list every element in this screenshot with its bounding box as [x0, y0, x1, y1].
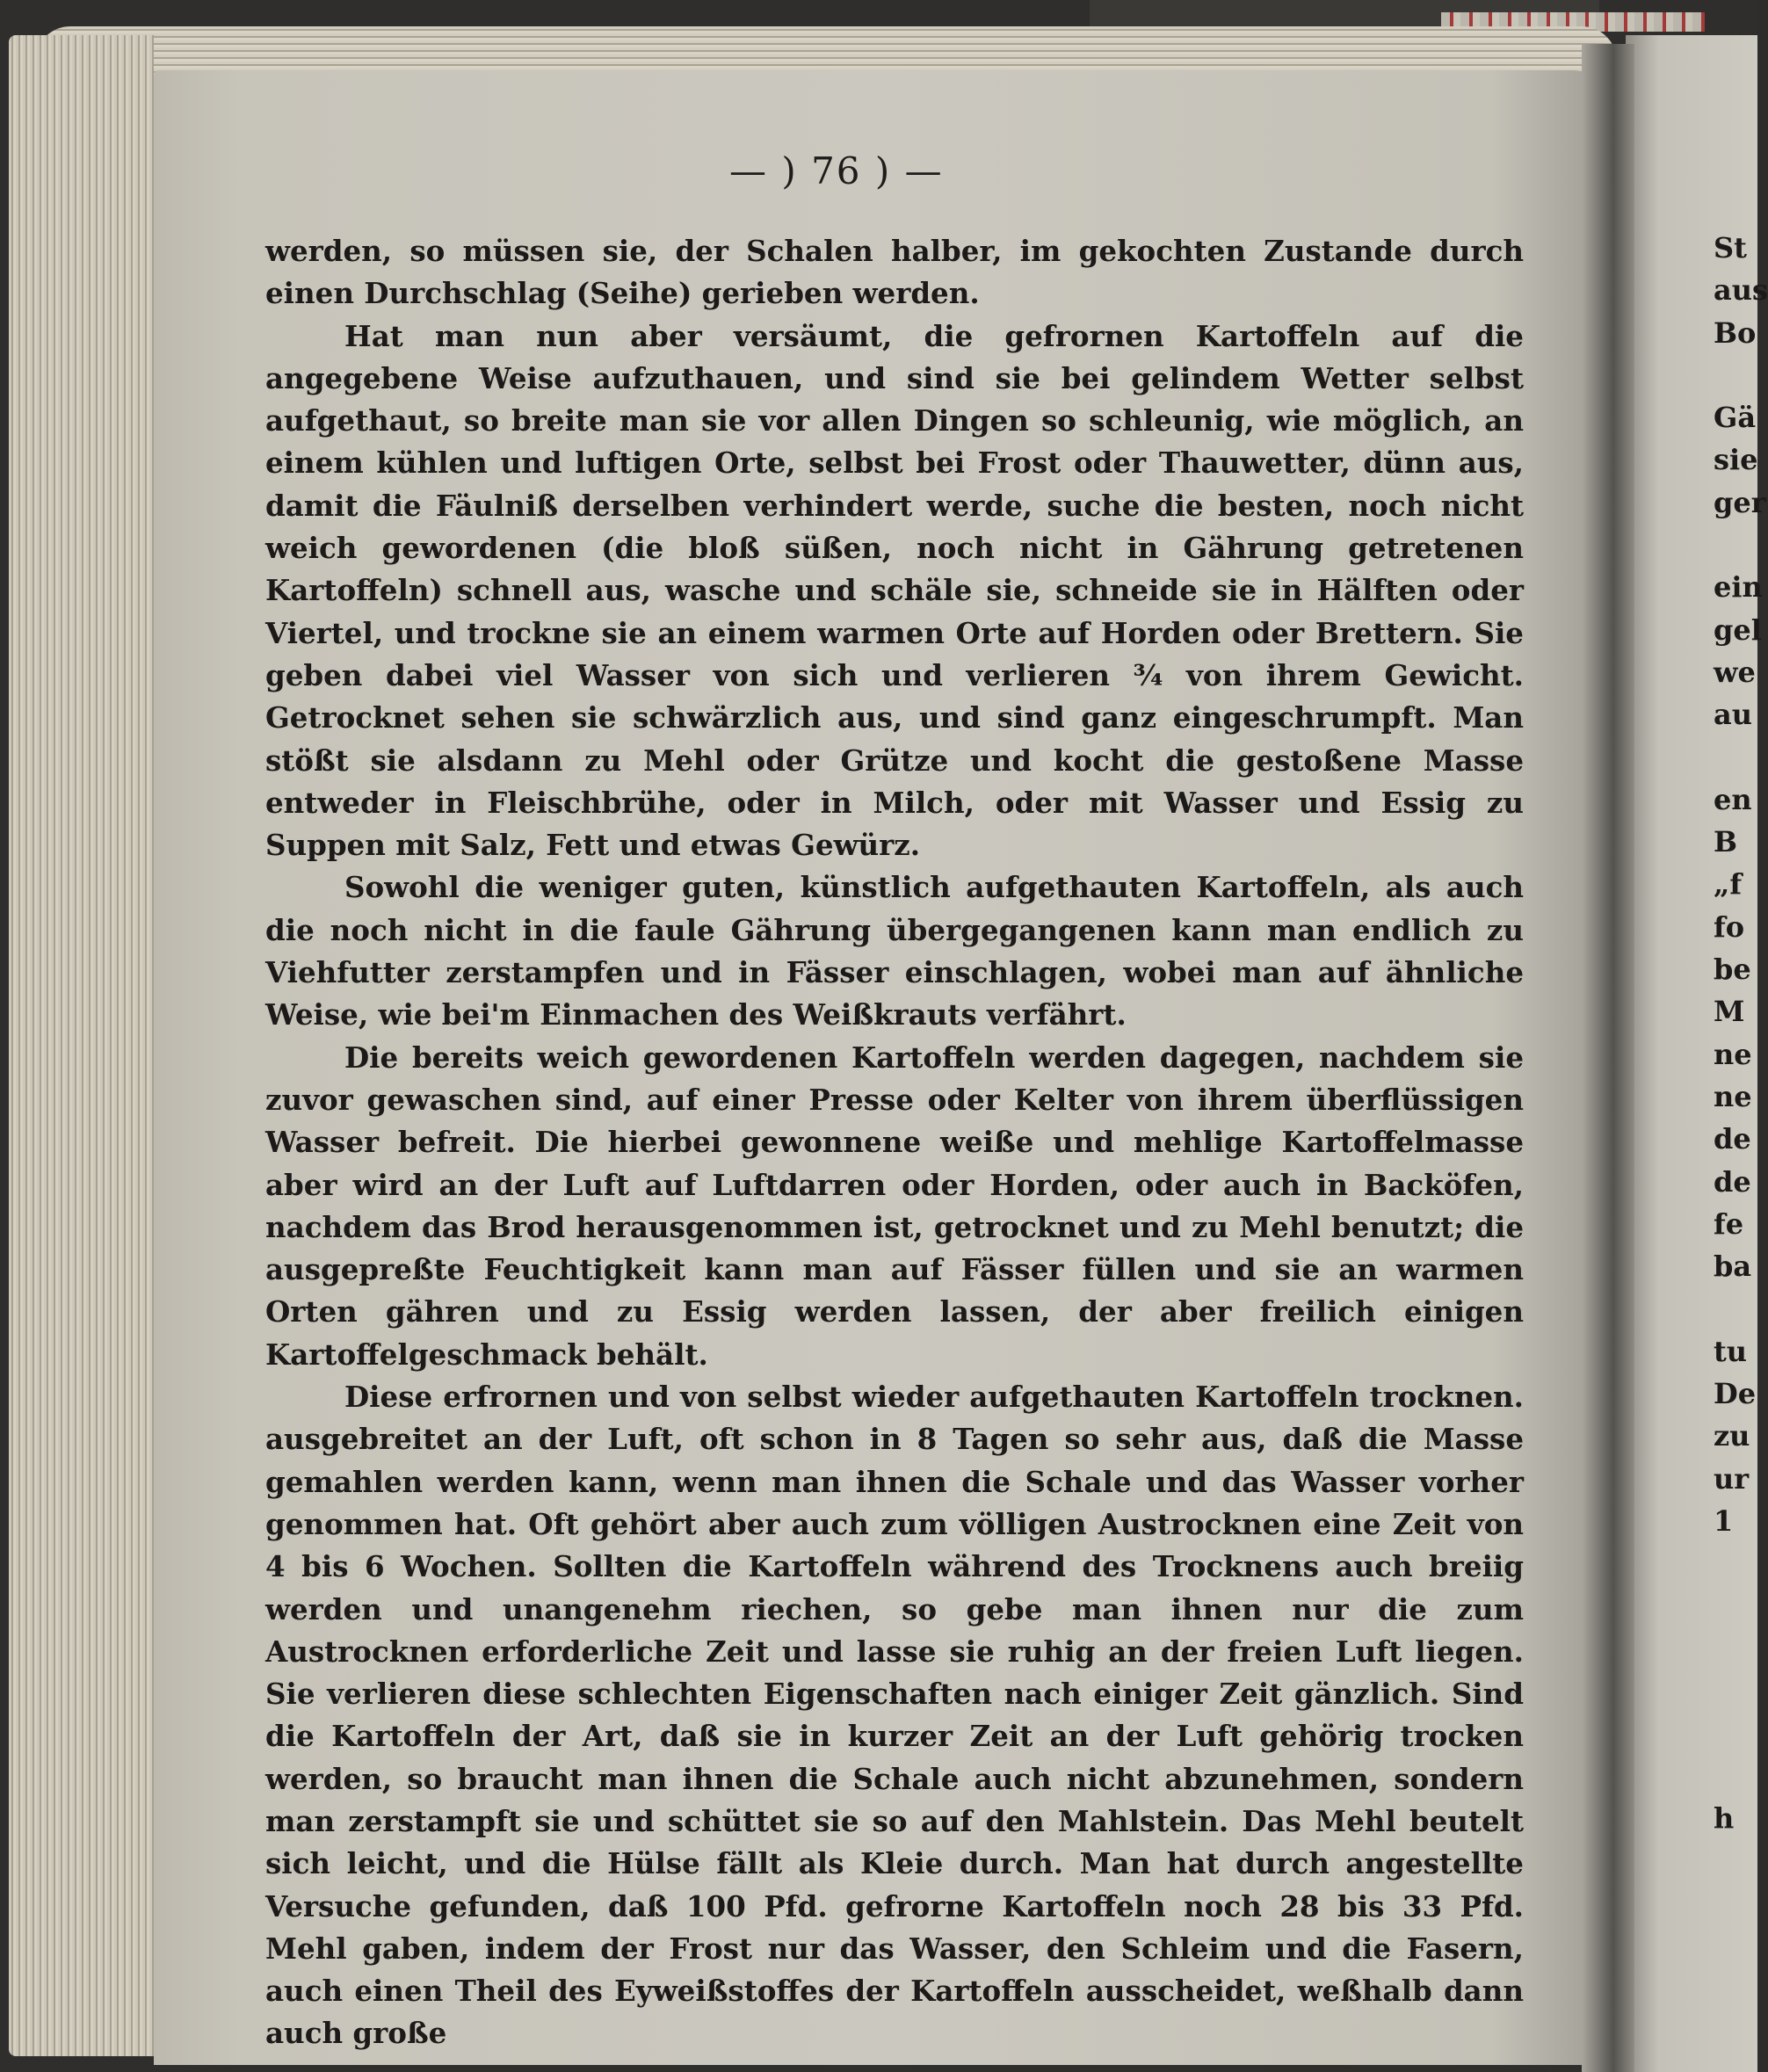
facing-page-fragment [1714, 354, 1757, 396]
facing-page-fragment [1714, 1542, 1757, 1584]
facing-page-fragment: sie [1714, 443, 1758, 477]
facing-page-fragment [1714, 1712, 1757, 1754]
facing-page-fragment: de [1714, 1122, 1751, 1156]
facing-page-fragment: be [1714, 953, 1751, 987]
facing-page-fragment: Gä [1714, 401, 1757, 435]
facing-page-fragment: au [1714, 698, 1752, 732]
facing-page-fragment: St [1714, 231, 1747, 264]
paragraph: werden, so müssen sie, der Schalen halber, im gekochten Zustande durch einen Durchschlag (Seihe) gerieben werden. [265, 234, 1524, 311]
facing-page-fragment: fe [1714, 1206, 1744, 1241]
paragraph: Diese erfrornen und von selbst wieder aufgethauten Kartoffeln trocknen. ausgebreitet an der Luft, oft schon in 8 Tagen so sehr aus, daß die Masse gemahlen werden kann, wenn man ihnen die Schale und das Wasser vorher genommen hat. Oft gehört aber auch zum völligen Austrocknen eine Zeit von 4 bis 6 Wochen. Sollten die Kartoffeln während des Trocknens auch breiig werden und unangenehm riechen, so gebe man ihnen nur die zum Austrocknen erforderliche Zeit und lasse sie ruhig an der freien Luft liegen. Sie verlieren diese schlechten Eigenschaften nach einiger Zeit gänzlich. Sind die Kartoffeln der Art, daß sie in kurzer Zeit an der Luft gehörig trocken werden, so braucht man ihnen die Schale auch nicht abzunehmen, sondern man zerstampft sie und schüttet sie so auf den Mahlstein. Das Mehl beutelt sich leicht, und die Hülse fällt als Kleie durch. Man hat durch angestellte Versuche gefunden, daß 100 Pfd. gefrorne Kartoffeln noch 28 bis 33 Pfd. Mehl gaben, indem der Frost nur das Wasser, den Schleim und die Fasern, auch einen Theil des Eyweißstoffes der Kartoffeln ausscheidet, weßhalb dann auch große [265, 1380, 1524, 2051]
paragraph: Hat man nun aber versäumt, die gefrornen Kartoffeln auf die angegebene Weise aufzuthauen, und sind sie bei gelindem Wetter selbst aufgethaut, so breite man sie vor allen Dingen so schleunig, wie möglich, an einem kühlen und luftigen Orte, selbst bei Frost oder Thauwetter, dünn aus, damit die Fäulniß derselben verhindert werde, suche die besten, noch nicht weich gewordenen (die bloß süßen, noch nicht in Gährung getretenen Kartoffeln) schnell aus, wasche und schäle sie, schneide sie in Hälften oder Viertel, und trockne sie an einem warmen Orte auf Horden oder Brettern. Sie geben dabei viel Wasser von sich und verlieren ¾ von ihrem Gewicht. Getrocknet sehen sie schwärzlich aus, und sind ganz eingeschrumpft. Man stößt sie alsdann zu Mehl oder Grütze und kocht die gestoßene Masse entweder in Fleischbrühe, oder in Milch, oder mit Wasser und Essig zu Suppen mit Salz, Fett und etwas Gewürz. [265, 318, 1524, 863]
facing-page-fragment [1714, 1287, 1757, 1329]
facing-page-fragments [1714, 227, 1768, 1839]
facing-page-fragment [1714, 1585, 1757, 1627]
facing-page-fragment: ne [1714, 1037, 1752, 1071]
facing-page-fragment [1714, 1755, 1757, 1797]
page-header: — ) 76 ) — [729, 149, 944, 192]
facing-page-fragment: en [1714, 782, 1752, 816]
facing-page-fragment: aus [1714, 273, 1768, 308]
facing-page-fragment: „f [1714, 867, 1743, 902]
facing-page-fragment [1714, 524, 1757, 566]
facing-page-fragment: ne [1714, 1079, 1752, 1113]
facing-page-fragment: tu [1714, 1334, 1748, 1368]
facing-page-fragment: ger [1714, 485, 1766, 519]
facing-page-fragment [1714, 736, 1757, 779]
body-text [265, 230, 1524, 2055]
facing-page-fragment: we [1714, 655, 1756, 689]
page-edges-left [9, 35, 154, 2056]
facing-page-fragment: B [1714, 825, 1738, 859]
facing-page-fragment [1714, 1627, 1757, 1670]
facing-page-fragment: ur [1714, 1461, 1750, 1496]
paragraph: Sowohl die weniger guten, künstlich aufgethauten Kartoffeln, als auch die noch nicht in die faule Gährung übergegangenen kann man endlich zu Viehfutter zerstampfen und in Fässer einschlagen, wobei man auf ähnliche Weise, wie bei'm Einmachen des Weißkrauts verfährt. [265, 870, 1524, 1032]
facing-page-fragment: Bo [1714, 315, 1757, 350]
facing-page-fragment: de [1714, 1164, 1751, 1199]
facing-page-fragment: zu [1714, 1419, 1750, 1453]
book-gutter [1582, 44, 1634, 2072]
facing-page-fragment [1714, 1670, 1757, 1712]
facing-page-fragment: ba [1714, 1250, 1752, 1284]
facing-page-fragment: ein [1714, 570, 1763, 605]
facing-page-fragment: De [1714, 1377, 1757, 1411]
facing-page-fragment: 1 [1714, 1503, 1734, 1538]
paragraph: Die bereits weich gewordenen Kartoffeln werden dagegen, nachdem sie zuvor gewaschen sind, auf einer Presse oder Kelter von ihrem überflüssigen Wasser befreit. Die hierbei gewonnene weiße und mehlige Kartoffelmasse aber wird an der Luft auf Luftdarren oder Horden, oder auch in Backöfen, nachdem das Brod herausgenommen ist, getrocknet und zu Mehl benutzt; die ausgepreßte Feuchtigkeit kann man auf Fässer füllen und sie an warmen Orten gähren und zu Essig werden lassen, der aber freilich einigen Kartoffelgeschmack behält. [265, 1040, 1524, 1372]
facing-page-fragment: h [1714, 1800, 1735, 1835]
facing-page-fragment: M [1714, 995, 1745, 1029]
facing-page-fragment: gel [1714, 612, 1762, 647]
facing-page-fragment: fo [1714, 909, 1745, 944]
